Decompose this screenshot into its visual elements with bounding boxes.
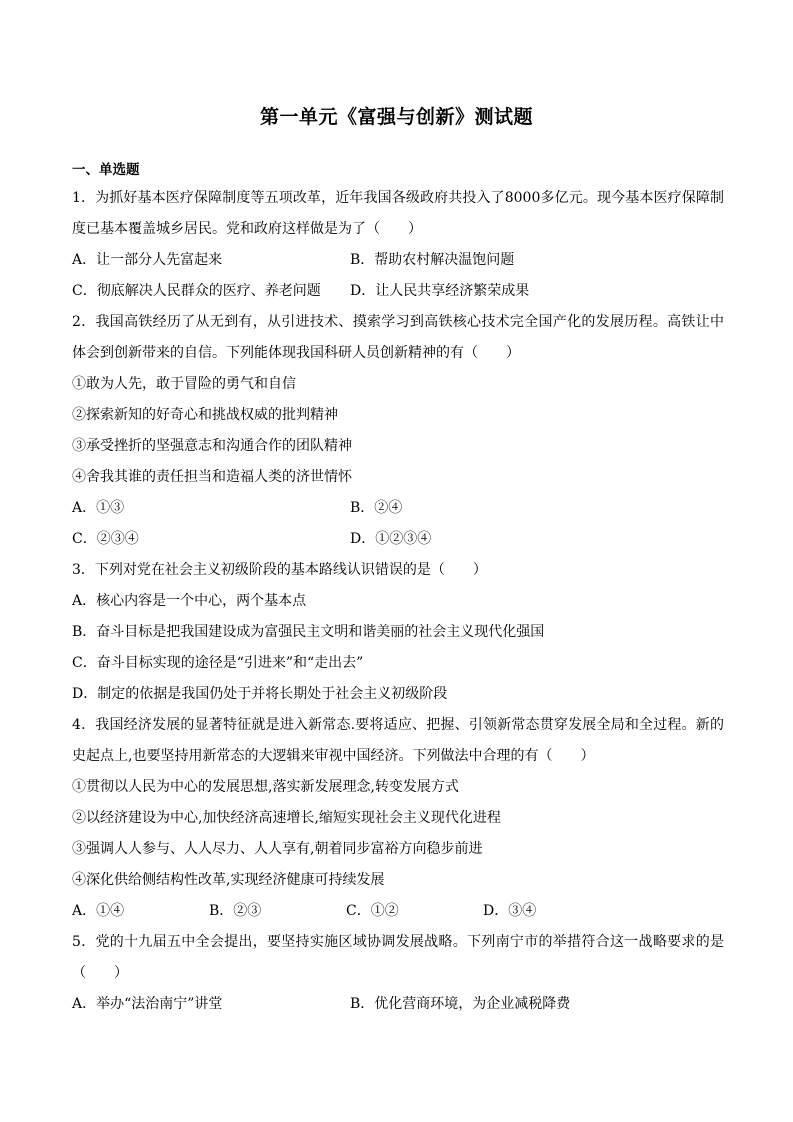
question-5-stem-line-2: （ ） <box>72 965 128 981</box>
question-3-option-c: C．奋斗目标实现的途径是“引进来”和“走出去” <box>72 655 364 671</box>
question-4-stem-line-1: 4．我国经济发展的显著特征就是进入新常态.要将适应、把握、引领新常态贯穿发展全局和全过程。新的 <box>72 717 724 733</box>
question-2-option-d: D．①②③④ <box>350 531 432 547</box>
question-5-options-row-1 <box>72 989 724 1020</box>
page-title: 第一单元《富强与创新》测试题 <box>259 106 533 128</box>
question-1-option-a: A．让一部分人先富起来 <box>72 252 223 268</box>
question-4-option-c: C．①② <box>346 903 399 919</box>
question-4-item-2: ②以经济建设为中心,加快经济高速增长,缩短实现社会主义现代化进程 <box>72 810 501 826</box>
question-2-item-4: ④舍我其谁的责任担当和造福人类的济世情怀 <box>72 469 352 485</box>
question-2-options-row-2 <box>72 524 724 555</box>
question-1-stem-line-2: 度已基本覆盖城乡居民。党和政府这样做是为了（ ） <box>72 221 422 237</box>
question-1-option-d: D．让人民共享经济繁荣成果 <box>350 283 530 299</box>
question-4-stem-line-2: 史起点上,也要坚持用新常态的大逻辑来审视中国经济。下列做法中合理的有（ ） <box>72 748 595 764</box>
question-2-options-row-1 <box>72 493 724 524</box>
question-5-option-a: A．举办“法治南宁”讲堂 <box>72 996 223 1012</box>
question-1-options-row-1 <box>72 245 724 276</box>
question-4-option-d: D．③④ <box>483 903 537 919</box>
question-list <box>72 183 724 1020</box>
section-heading: 一、单选题 <box>72 162 140 178</box>
question-1-stem-line-1: 1．为抓好基本医疗保障制度等五项改革，近年我国各级政府共投入了8000多亿元。现今基本医疗保障制 <box>72 190 724 206</box>
question-3-option-d: D．制定的依据是我国仍处于并将长期处于社会主义初级阶段 <box>72 686 448 702</box>
question-4-options-row <box>72 896 724 927</box>
question-4-item-1: ①贯彻以人民为中心的发展思想,落实新发展理念,转变发展方式 <box>72 779 459 795</box>
question-4-option-a: A．①④ <box>72 903 125 919</box>
question-2-option-c: C．②③④ <box>72 531 139 547</box>
question-1-option-b: B．帮助农村解决温饱问题 <box>350 252 515 268</box>
question-2-stem-line-1: 2．我国高铁经历了从无到有，从引进技术、摸索学习到高铁核心技术完全国产化的发展历程。高铁让中 <box>72 314 724 330</box>
question-4-option-b: B．②③ <box>209 903 262 919</box>
question-2-stem-line-2: 体会到创新带来的自信。下列能体现我国科研人员创新精神的有（ ） <box>72 345 520 361</box>
question-4-item-3: ③强调人人参与、人人尽力、人人享有,朝着同步富裕方向稳步前进 <box>72 841 483 857</box>
question-5-option-b: B．优化营商环境，为企业减税降费 <box>350 996 571 1012</box>
question-2-item-1: ①敢为人先，敢于冒险的勇气和自信 <box>72 376 296 392</box>
question-4-item-4: ④深化供给侧结构性改革,实现经济健康可持续发展 <box>72 872 385 888</box>
question-5-stem-line-1: 5．党的十九届五中全会提出，要坚持实施区域协调发展战略。下列南宁市的举措符合这一战略要求的是 <box>72 934 724 950</box>
question-3-option-a: A．核心内容是一个中心，两个基本点 <box>72 593 307 609</box>
question-3-stem: 3．下列对党在社会主义初级阶段的基本路线认识错误的是（ ） <box>72 562 487 578</box>
question-3-option-b: B．奋斗目标是把我国建设成为富强民主文明和谐美丽的社会主义现代化强国 <box>72 624 545 640</box>
question-2-option-b: B．②④ <box>350 500 403 516</box>
question-2-option-a: A．①③ <box>72 500 125 516</box>
question-2-item-3: ③承受挫折的坚强意志和沟通合作的团队精神 <box>72 438 352 454</box>
question-1-options-row-2 <box>72 276 724 307</box>
question-1-option-c: C．彻底解决人民群众的医疗、养老问题 <box>72 283 321 299</box>
question-2-item-2: ②探索新知的好奇心和挑战权威的批判精神 <box>72 407 338 423</box>
